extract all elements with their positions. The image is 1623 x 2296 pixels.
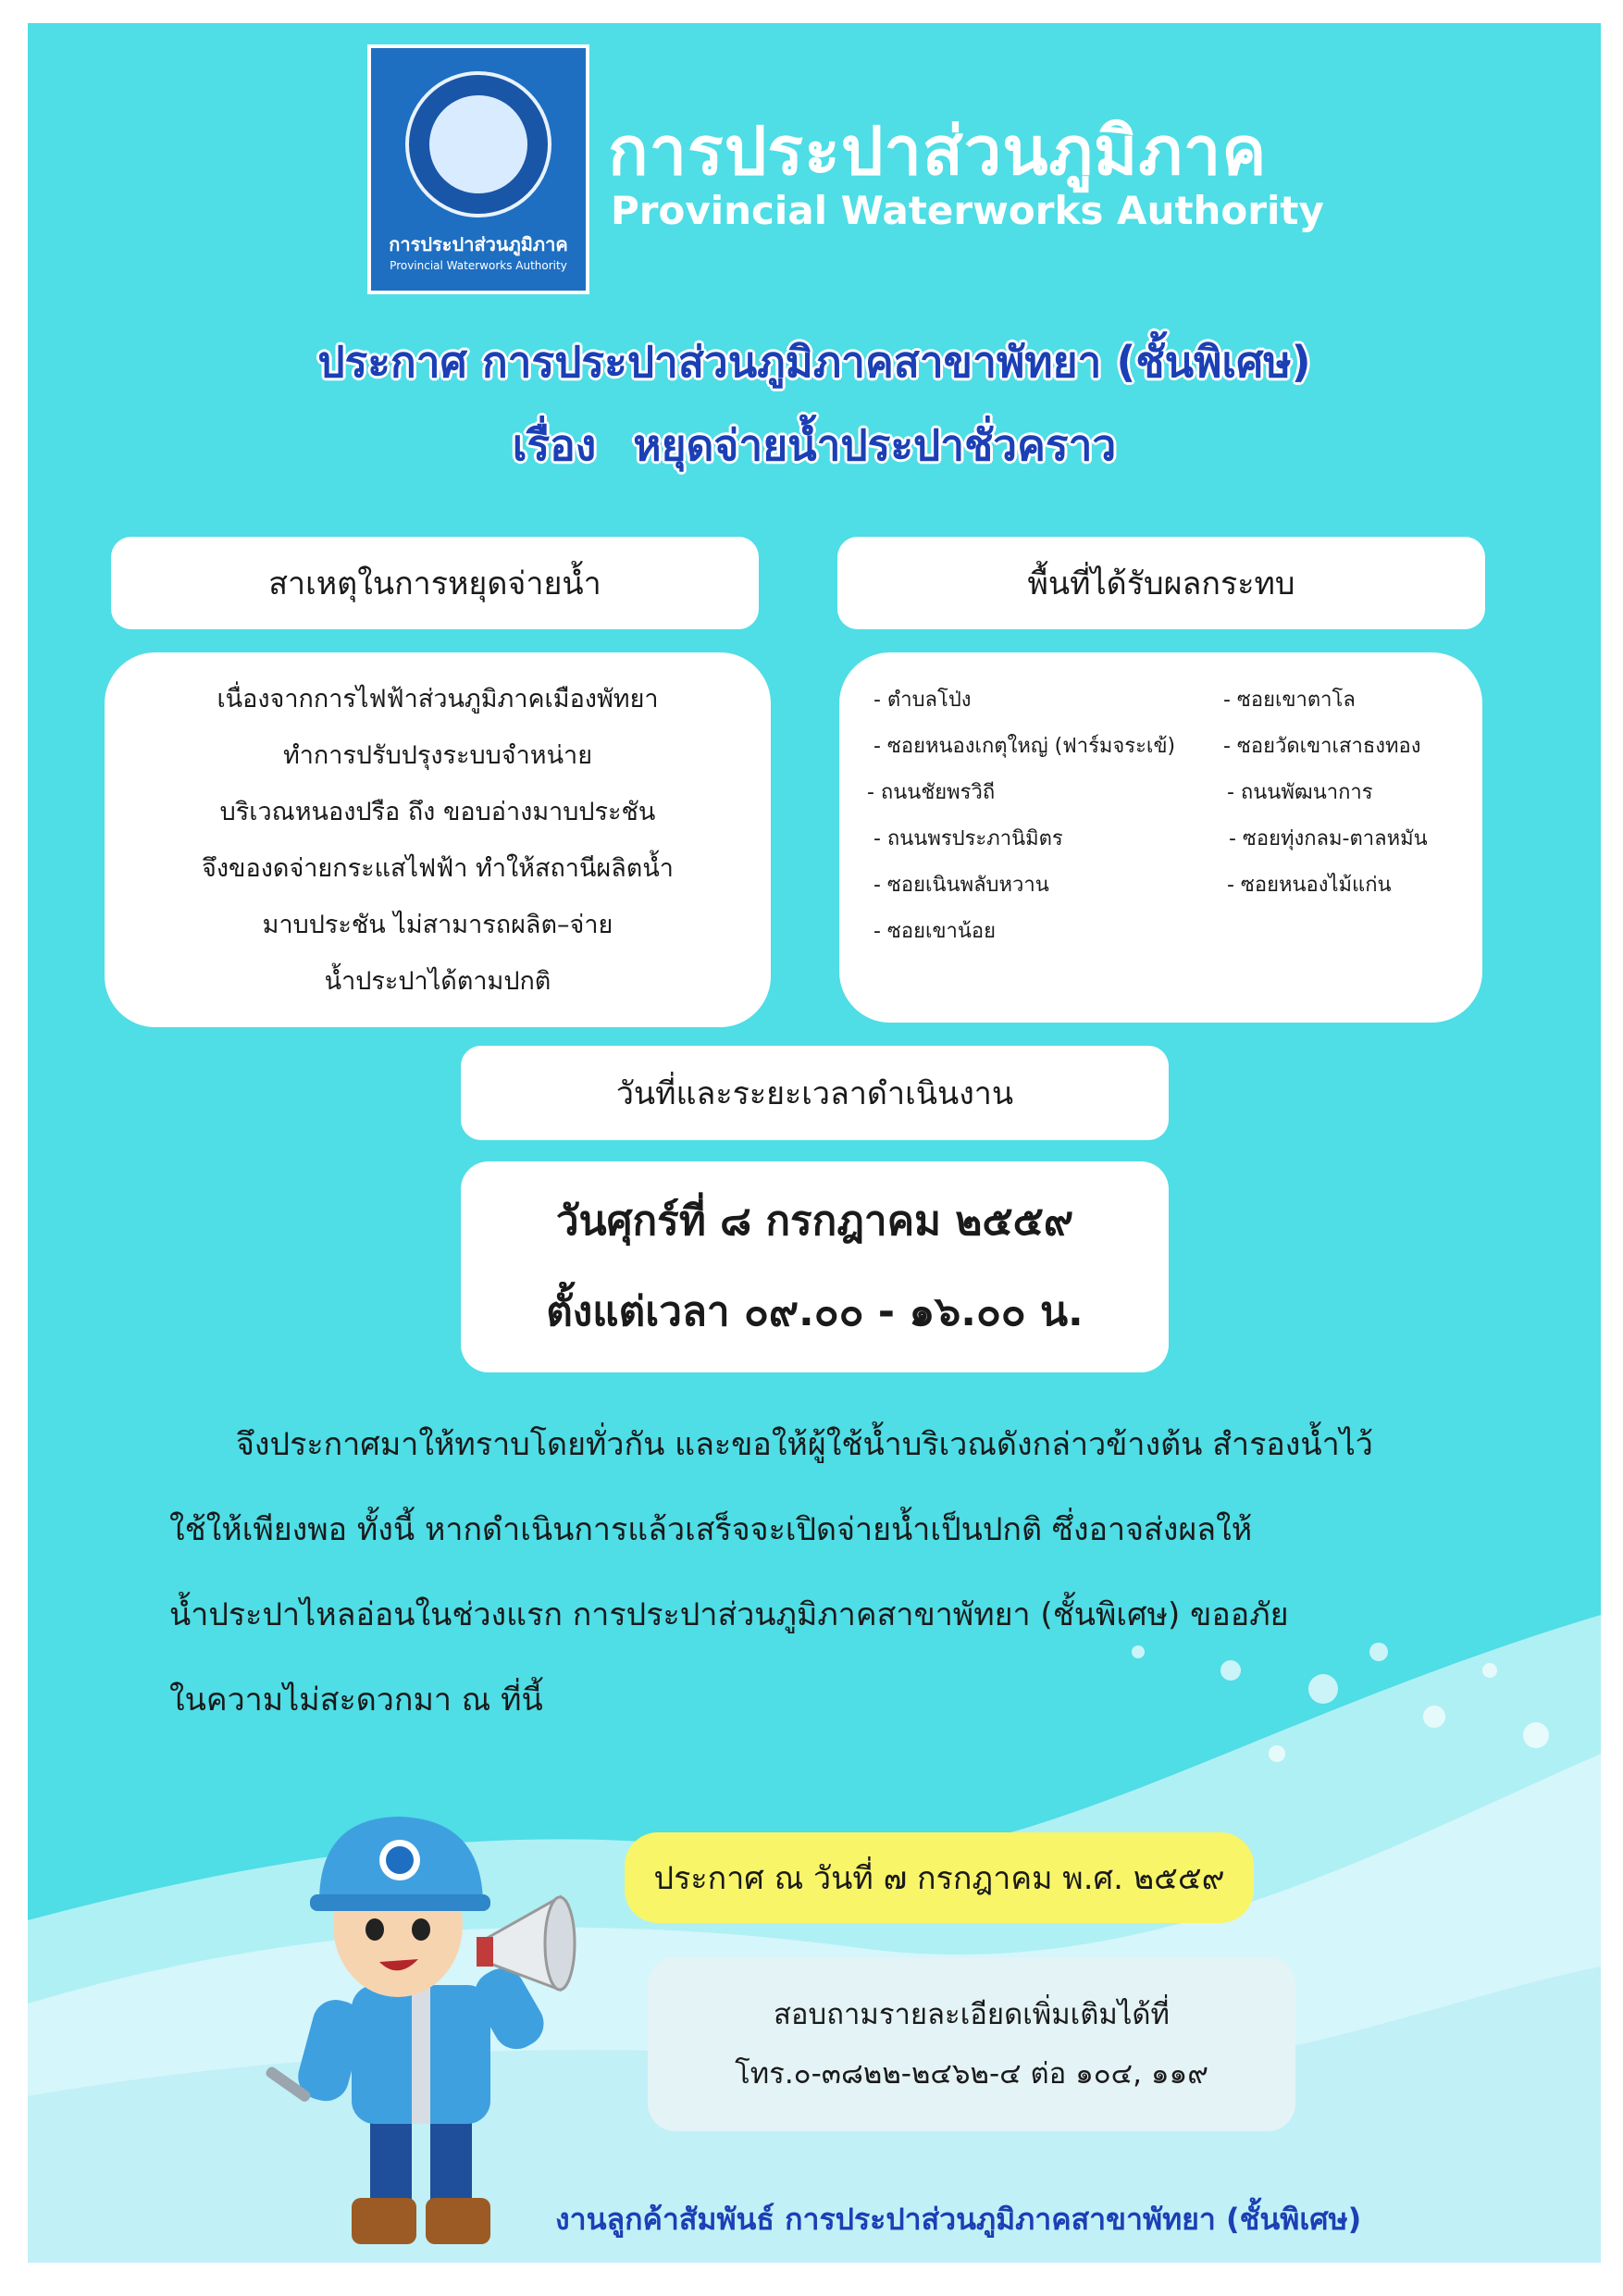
contact-intro: สอบถามรายละเอียดเพิ่มเติมได้ที่ <box>774 1998 1170 2031</box>
paragraph-line: จึงประกาศมาให้ทราบโดยทั่วกัน และขอให้ผู้ใช้น้ำบริเวณดังกล่าวข้างต้น สำรองน้ำไว้ <box>236 1426 1373 1463</box>
logo-text-th: การประปาส่วนภูมิภาค <box>389 233 568 255</box>
worker-megaphone-mascot-icon <box>241 1800 611 2263</box>
area-item: - ถนนพรประภานิมิตร <box>873 827 1063 850</box>
cause-line: จึงของดจ่ายกระแสไฟฟ้า ทำให้สถานีผลิตน้ำ <box>202 853 674 883</box>
contact-phone: โทร.๐-๓๘๒๒-๒๔๖๒-๔ ต่อ ๑๐๔, ๑๑๙ <box>735 2057 1208 2091</box>
org-name-en: Provincial Waterworks Authority <box>611 188 1324 233</box>
area-item: - ซอยหนองไม้แก่น <box>1227 874 1392 897</box>
logo-text-en: Provincial Waterworks Authority <box>390 259 567 272</box>
area-item: - ซอยเขาตาโล <box>1223 689 1356 712</box>
announcement-date: ประกาศ ณ วันที่ ๗ กรกฎาคม พ.ศ. ๒๕๕๙ <box>625 1832 1254 1923</box>
cause-line: บริเวณหนองปรือ ถึง ขอบอ่างมาบประชัน <box>219 797 656 826</box>
schedule-time: ตั้งแต่เวลา ๐๙.๐๐ - ๑๖.๐๐ น. <box>546 1288 1084 1335</box>
area-item: - ซอยทุ่งกลม-ตาลหมัน <box>1229 827 1428 850</box>
affected-area-heading: พื้นที่ได้รับผลกระทบ <box>837 537 1485 629</box>
area-item: - ถนนพัฒนาการ <box>1227 781 1373 804</box>
area-item: - ซอยเนินพลับหวาน <box>873 874 1049 897</box>
pwa-logo <box>367 44 589 294</box>
announcement-subject <box>28 412 1601 479</box>
subject-label: เรื่อง <box>512 420 597 470</box>
announcement-poster <box>28 23 1601 2263</box>
cause-line: ทำการปรับปรุงระบบจำหน่าย <box>282 740 593 770</box>
schedule-date: วันศุกร์ที่ ๘ กรกฎาคม ๒๕๕๙ <box>555 1198 1074 1245</box>
schedule-panel <box>461 1161 1169 1372</box>
cause-line: เนื่องจากการไฟฟ้าส่วนภูมิภาคเมืองพัทยา <box>217 684 659 714</box>
org-name-th: การประปาส่วนภูมิภาค <box>608 112 1268 190</box>
contact-panel <box>648 1957 1295 2131</box>
area-item: - ซอยหนองเกตุใหญ่ (ฟาร์มจระเข้) <box>873 735 1176 758</box>
cause-line: น้ำประปาได้ตามปกติ <box>324 966 551 996</box>
cause-heading: สาเหตุในการหยุดจ่ายน้ำ <box>111 537 759 629</box>
paragraph-line: น้ำประปาไหลอ่อนในช่วงแรก การประปาส่วนภูมิภาคสาขาพัทยา (ชั้นพิเศษ) ขออภัย <box>169 1596 1289 1633</box>
paragraph-line: ใช้ให้เพียงพอ ทั้งนี้ หากดำเนินการแล้วเสร็จจะเปิดจ่ายน้ำเป็นปกติ ซึ่งอาจส่งผลให้ <box>169 1511 1253 1548</box>
area-item: - ซอยเขาน้อย <box>873 920 997 943</box>
footer-department: งานลูกค้าสัมพันธ์ การประปาส่วนภูมิภาคสาขาพัทยา (ชั้นพิเศษ) <box>555 2202 1362 2237</box>
area-item: - ตำบลโป่ง <box>873 689 972 712</box>
affected-area-panel <box>839 652 1482 1023</box>
area-item: - ซอยวัดเขาเสาธงทอง <box>1223 735 1421 758</box>
cause-panel <box>105 652 771 1027</box>
announcement-title: ประกาศ การประปาส่วนภูมิภาคสาขาพัทยา (ชั้นพิเศษ) <box>317 337 1311 387</box>
area-item: - ถนนชัยพรวิถี <box>867 781 996 804</box>
subject-text: หยุดจ่ายน้ำประปาชั่วคราว <box>633 420 1117 470</box>
notice-paragraph <box>169 1402 1483 1743</box>
cause-line: มาบประชัน ไม่สามารถผลิต–จ่าย <box>262 910 613 939</box>
paragraph-line: ในความไม่สะดวกมา ณ ที่นี้ <box>169 1682 543 1719</box>
pwa-emblem-icon <box>405 71 551 217</box>
schedule-heading: วันที่และระยะเวลาดำเนินงาน <box>461 1046 1169 1140</box>
